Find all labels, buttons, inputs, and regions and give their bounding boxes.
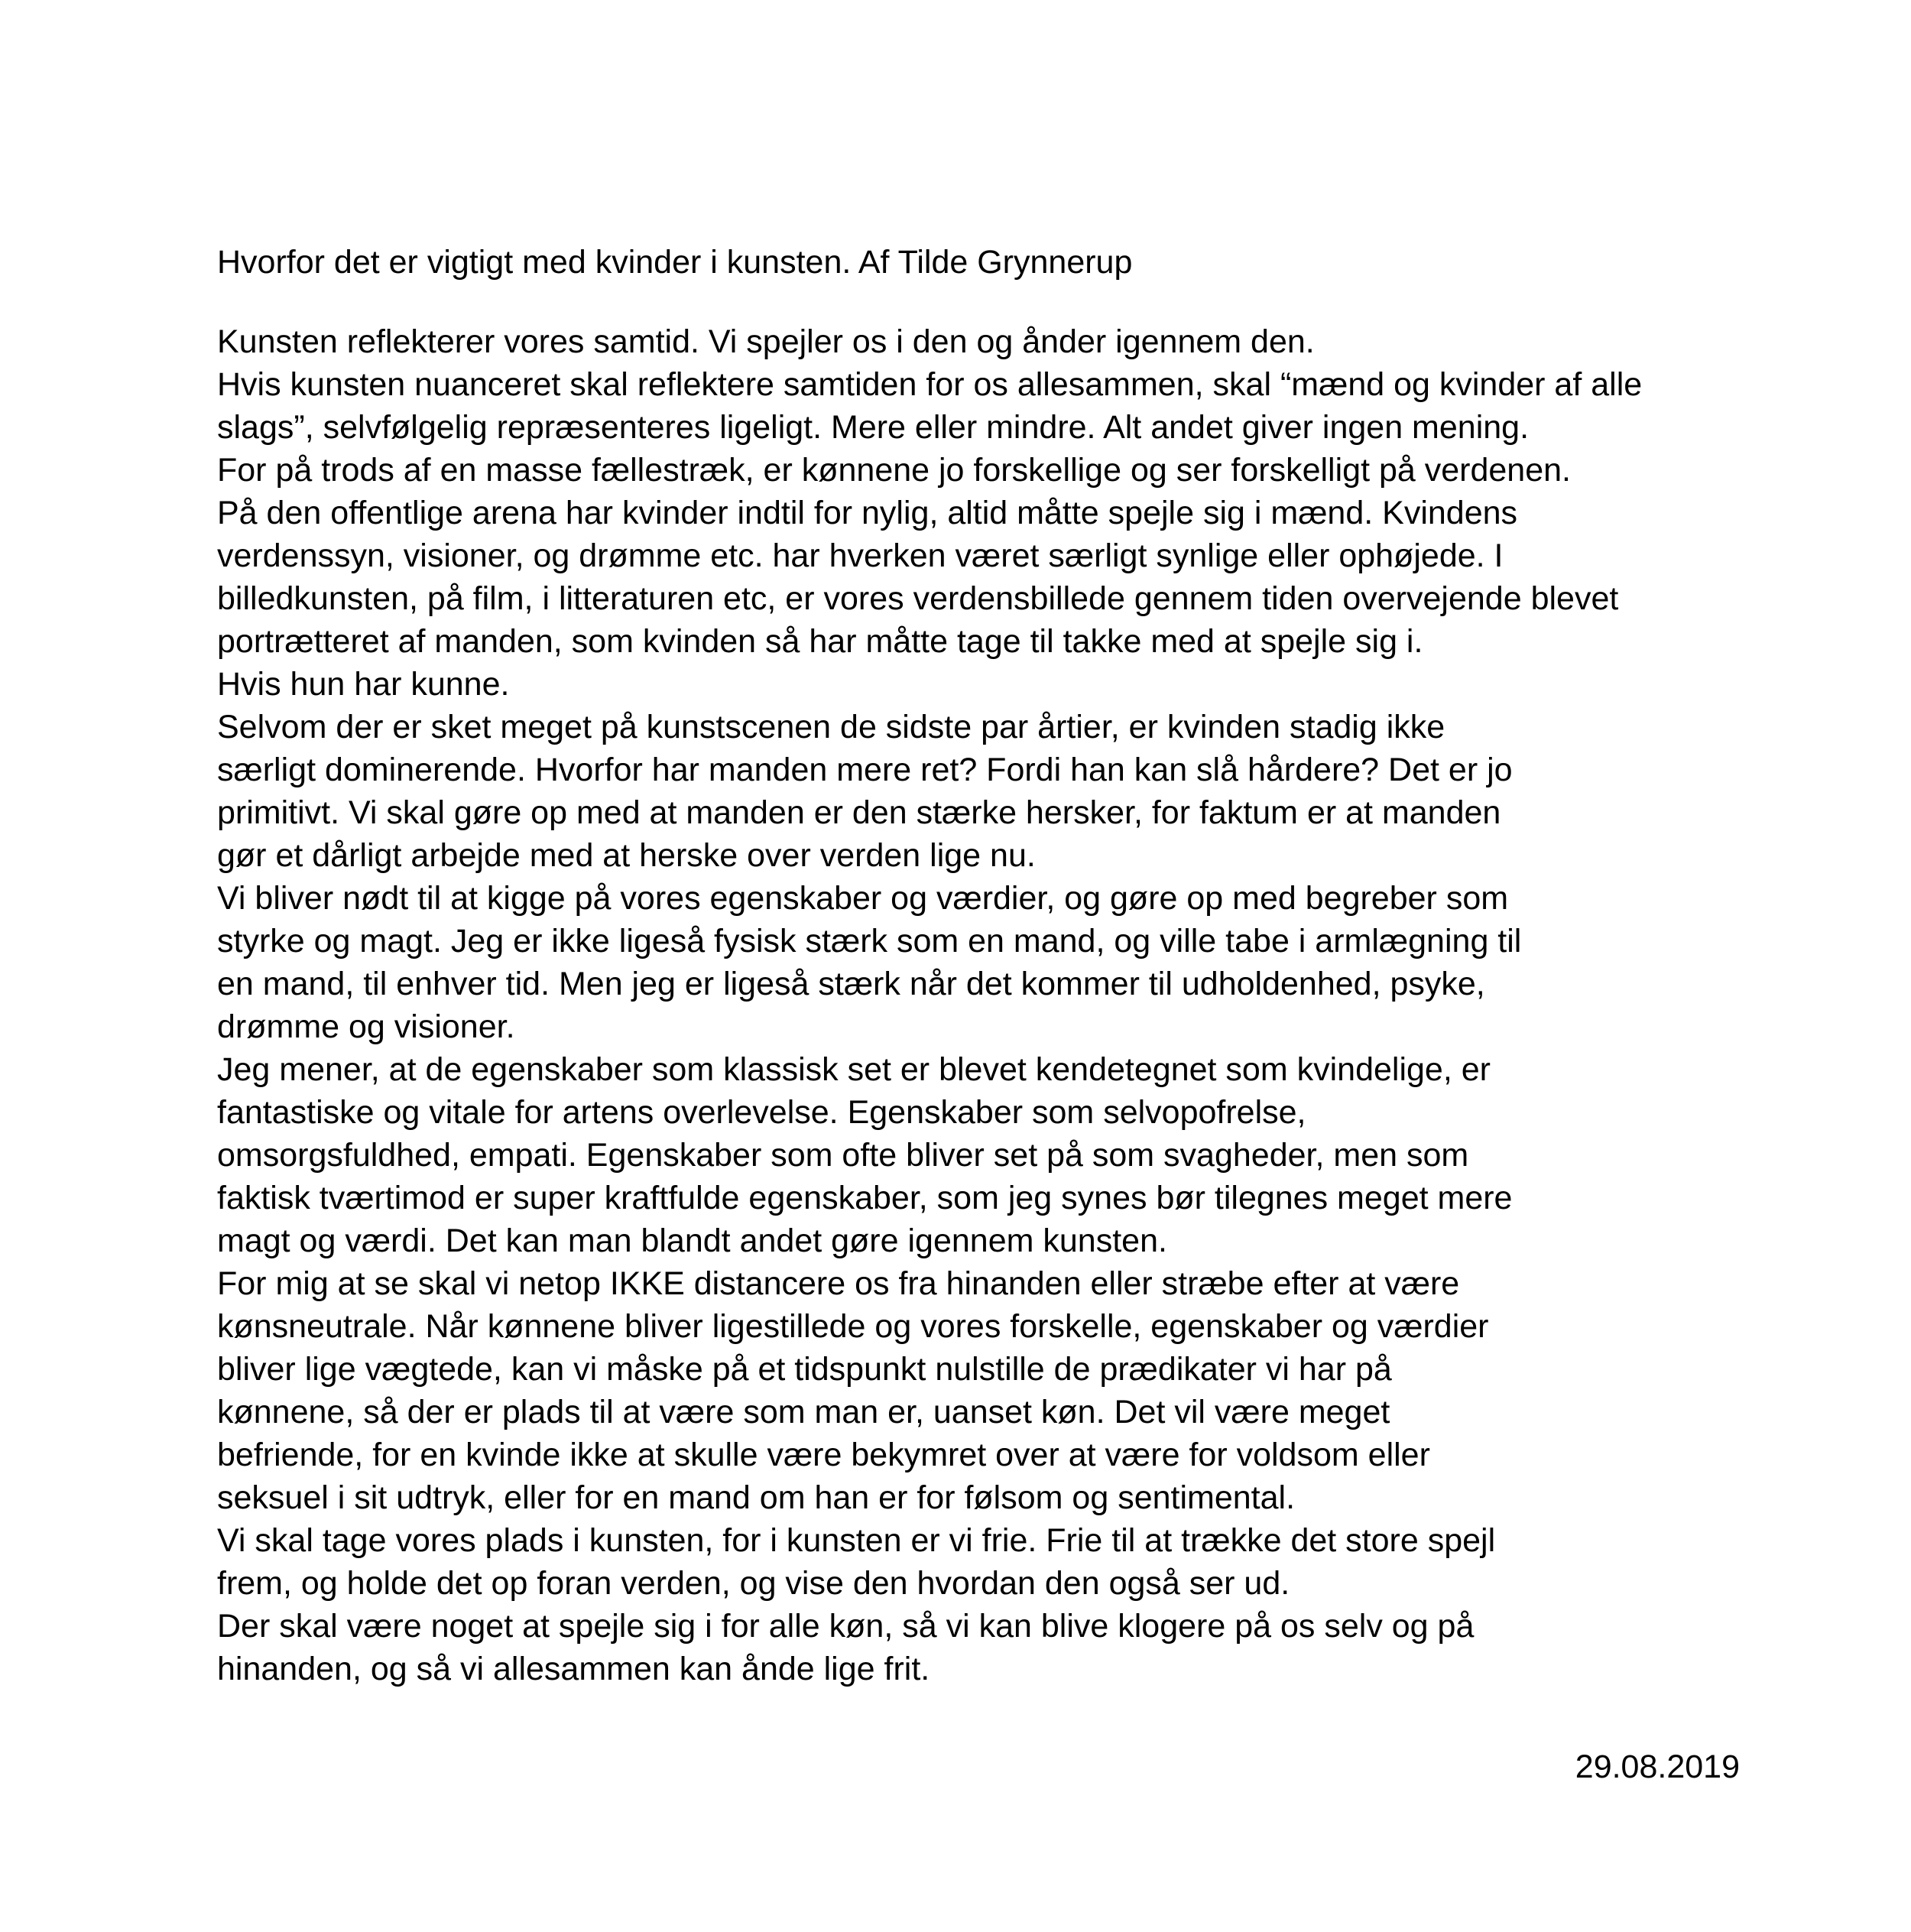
- body-line: magt og værdi. Det kan man blandt andet gøre igennem kunsten.: [217, 1223, 1167, 1259]
- body-line: Vi bliver nødt til at kigge på vores egenskaber og værdier, og gøre op med begreber som: [217, 880, 1509, 917]
- body-line: billedkunsten, på film, i litteraturen etc, er vores verdensbillede gennem tiden overvejende blevet: [217, 580, 1619, 617]
- body-line: seksuel i sit udtryk, eller for en mand om han er for følsom og sentimental.: [217, 1479, 1296, 1516]
- body-line: styrke og magt. Jeg er ikke ligeså fysisk stærk som en mand, og ville tabe i armlægning til: [217, 923, 1522, 960]
- body-line: For på trods af en masse fællestræk, er kønnene jo forskellige og ser forskelligt på verdenen.: [217, 452, 1571, 489]
- body-line: kønnene, så der er plads til at være som man er, uanset køn. Det vil være meget: [217, 1394, 1390, 1430]
- body-line: fantastiske og vitale for artens overlevelse. Egenskaber som selvopofrelse,: [217, 1094, 1306, 1131]
- body-line: gør et dårligt arbejde med at herske over verden lige nu.: [217, 837, 1036, 874]
- document-date: 29.08.2019: [1575, 1749, 1740, 1785]
- body-line: Kunsten reflekterer vores samtid. Vi spejler os i den og ånder igennem den.: [217, 323, 1315, 360]
- body-line: Vi skal tage vores plads i kunsten, for i kunsten er vi frie. Frie til at trække det store spejl: [217, 1522, 1496, 1559]
- document-title: Hvorfor det er vigtigt med kvinder i kunsten. Af Tilde Grynnerup: [217, 244, 1133, 281]
- body-line: For mig at se skal vi netop IKKE distancere os fra hinanden eller stræbe efter at være: [217, 1265, 1460, 1302]
- body-line: drømme og visioner.: [217, 1008, 515, 1045]
- body-line: Der skal være noget at spejle sig i for alle køn, så vi kan blive klogere på os selv og på: [217, 1608, 1475, 1645]
- body-line: omsorgsfuldhed, empati. Egenskaber som ofte bliver set på som svagheder, men som: [217, 1137, 1469, 1174]
- body-line: befriende, for en kvinde ikke at skulle være bekymret over at være for voldsom eller: [217, 1437, 1430, 1473]
- body-line: verdenssyn, visioner, og drømme etc. har hverken været særligt synlige eller ophøjede. I: [217, 537, 1504, 574]
- body-line: primitivt. Vi skal gøre op med at manden er den stærke hersker, for faktum er at manden: [217, 794, 1501, 831]
- body-line: kønsneutrale. Når kønnene bliver ligestillede og vores forskelle, egenskaber og værdier: [217, 1308, 1489, 1345]
- body-line: slags”, selvfølgelig repræsenteres ligeligt. Mere eller mindre. Alt andet giver ingen mening.: [217, 409, 1530, 446]
- body-line: særligt dominerende. Hvorfor har manden mere ret? Fordi han kan slå hårdere? Det er jo: [217, 752, 1513, 788]
- document-body: [217, 320, 1776, 1690]
- body-line: portrætteret af manden, som kvinden så har måtte tage til takke med at spejle sig i.: [217, 623, 1423, 660]
- body-line: en mand, til enhver tid. Men jeg er ligeså stærk når det kommer til udholdenhed, psyke,: [217, 966, 1485, 1002]
- body-line: Selvom der er sket meget på kunstscenen de sidste par årtier, er kvinden stadig ikke: [217, 709, 1445, 745]
- body-line: Hvis hun har kunne.: [217, 666, 510, 703]
- body-line: På den offentlige arena har kvinder indtil for nylig, altid måtte spejle sig i mænd. Kvindens: [217, 495, 1518, 531]
- body-line: Jeg mener, at de egenskaber som klassisk set er blevet kendetegnet som kvindelige, er: [217, 1051, 1491, 1088]
- body-line: hinanden, og så vi allesammen kan ånde lige frit.: [217, 1651, 930, 1687]
- body-line: Hvis kunsten nuanceret skal reflektere samtiden for os allesammen, skal “mænd og kvinder af alle: [217, 366, 1643, 403]
- body-line: faktisk tværtimod er super kraftfulde egenskaber, som jeg synes bør tilegnes meget mere: [217, 1180, 1513, 1216]
- body-line: frem, og holde det op foran verden, og vise den hvordan den også ser ud.: [217, 1565, 1290, 1602]
- body-line: bliver lige vægtede, kan vi måske på et tidspunkt nulstille de prædikater vi har på: [217, 1351, 1392, 1388]
